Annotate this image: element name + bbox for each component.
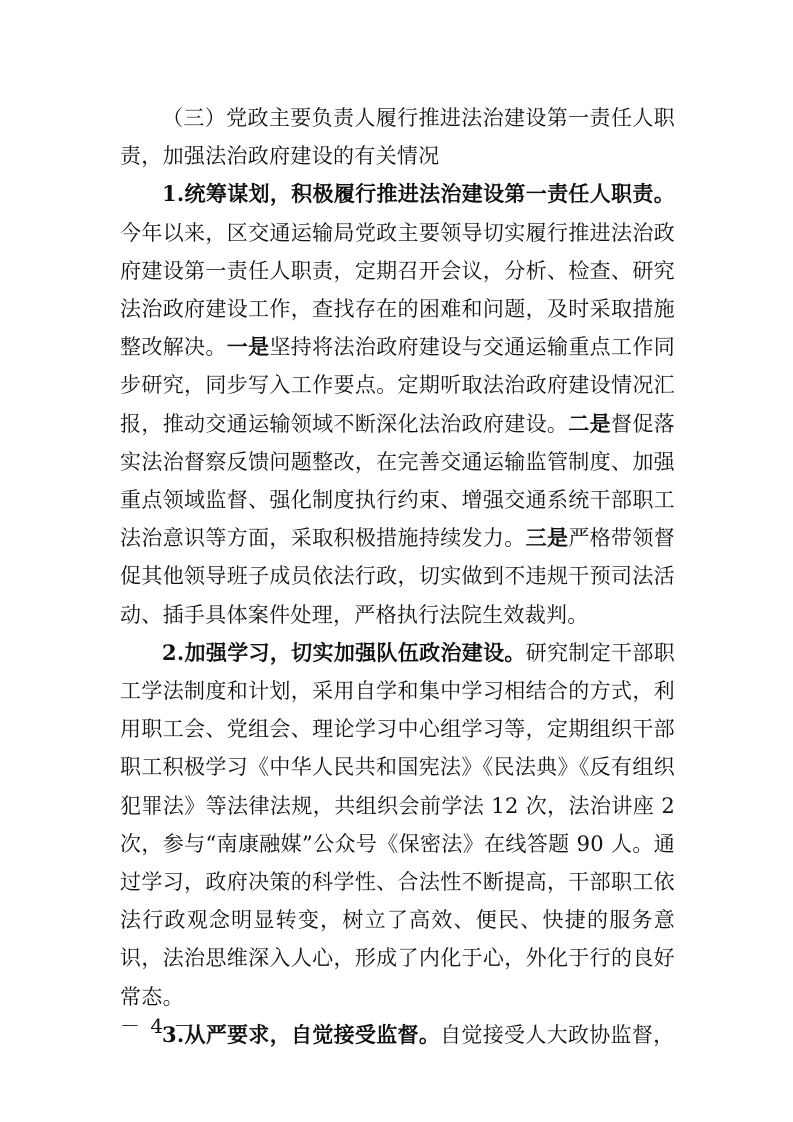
paragraph-1-text-3: 督促落实法治督察反馈问题整改，在完善交通运输监管制度、加强重点领域监督、强化制度执行约束、增强交通系统干部职工法治意识等方面，采取积极措施持续发力。 — [120, 411, 675, 551]
paragraph-1-text-4: 严格带领督促其他领导班子成员依法行政，切实做到不违规干预司法活动、插手具体案件处理，严格执行法院生效裁判。 — [120, 526, 676, 627]
paragraph-1 — [120, 175, 675, 633]
paragraph-1-marker-3: 三是 — [525, 525, 569, 551]
document-body — [120, 99, 675, 1054]
section-heading: （三）党政主要负责人履行推进法治建设第一责任人职责，加强法治政府建设的有关情况 — [120, 106, 675, 169]
paragraph-1-lead: 1.统筹谋划，积极履行推进法治建设第一责任人职责。 — [162, 181, 675, 207]
paragraph-1-marker-2: 二是 — [568, 410, 611, 436]
paragraph-2-lead: 2.加强学习，切实加强队伍政治建设。 — [162, 639, 526, 665]
paragraph-1-text-1: 今年以来，区交通运输局党政主要领导切实履行推进法治政府建设第一责任人职责，定期召开会议，分析、检查、研究法治政府建设工作，查找存在的困难和问题，及时采取措施整改解决。 — [120, 220, 675, 360]
paragraph-1-text-2: 坚持将法治政府建设与交通运输重点工作同步研究，同步写入工作要点。定期听取法治政府建设情况汇报，推动交通运输领域不断深化法治政府建设。 — [120, 335, 676, 436]
paragraph-1-marker-1: 一是 — [226, 334, 270, 360]
paragraph-2-text-1: 研究制定干部职工学法制度和计划，采用自学和集中学习相结合的方式，利用职工会、党组会、理论学习中心组学习等，定期组织干部职工积极学习《中华人民共和国宪法》《民法典》《反有组织犯罪法》等法律法规，共组织会前学法 12 次，法治讲座 2 次，参与“南康融媒”公众号《保密法》在线答题 90 人。通过学习，政府决策的科学性、合法性不断提高，干部职工依法行政观念明显转变，树立了高效、便民、快捷的服务意识，法治思维深入人心，形成了内化于心，外化于行的良好常态。 — [120, 640, 675, 1009]
paragraph-3-text-1: 自觉接受人大政协监督， — [440, 1022, 675, 1047]
paragraph-2 — [120, 634, 675, 1016]
page-number: － 4 － — [120, 1014, 196, 1038]
paragraph-3 — [120, 1016, 675, 1054]
paragraph-3-lead: 3.从严要求，自觉接受监督。 — [162, 1021, 441, 1047]
